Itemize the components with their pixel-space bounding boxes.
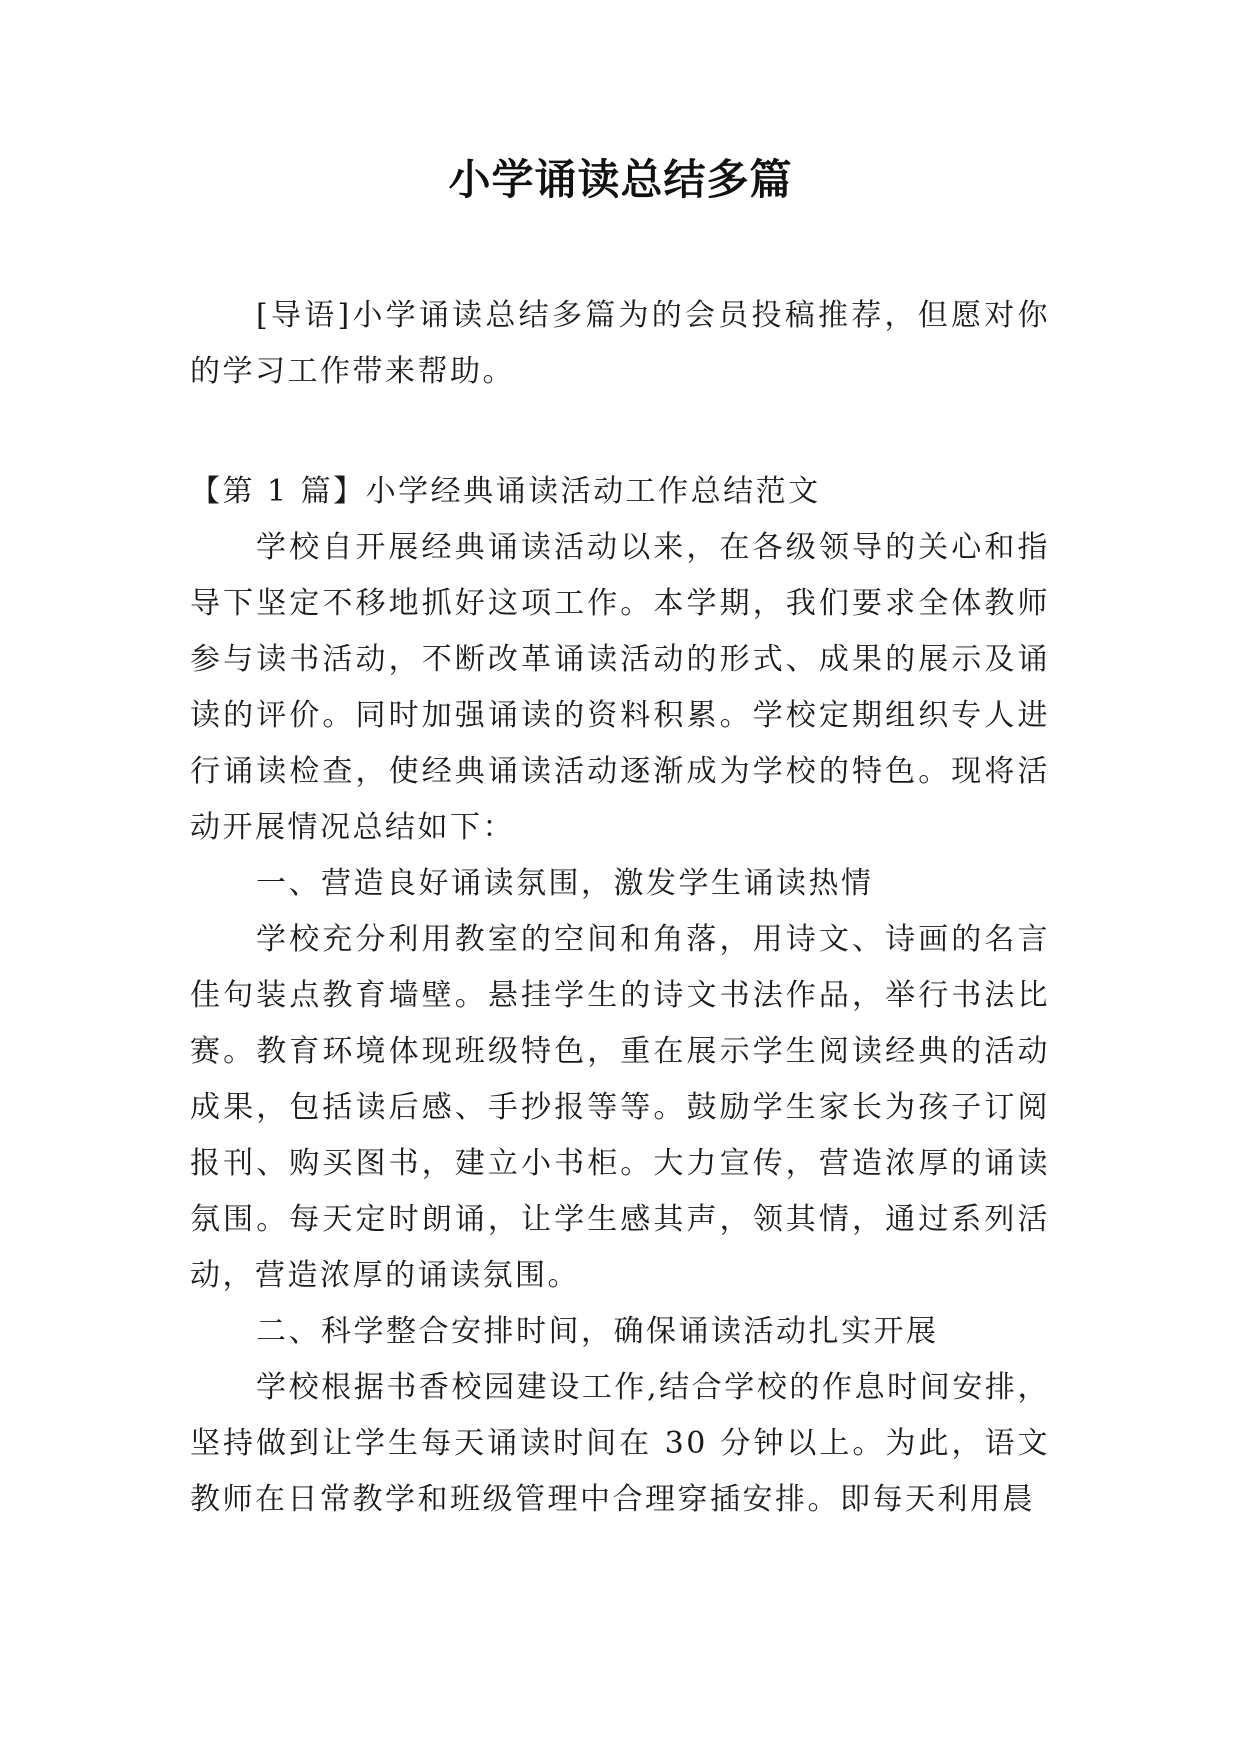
section-heading-1: 一、营造良好诵读氛围，激发学生诵读热情 bbox=[256, 866, 874, 901]
document-title: 小学诵读总结多篇 bbox=[448, 155, 793, 204]
paragraph-1: 学校自开展经典诵读活动以来，在各级领导的关心和指导下坚定不移地抓好这项工作。本学期，我们要求全体教师参与读书活动，不断改革诵读活动的形式、成果的展示及诵读的评价。同时加强诵读的资料积累。学校定期组织专人进行诵读检查，使经典诵读活动逐渐成为学校的特色。现将活动开展情况总结如下： bbox=[190, 530, 1050, 845]
intro-paragraph: [导语]小学诵读总结多篇为的会员投稿推荐，但愿对你的学习工作带来帮助。 bbox=[190, 298, 1050, 389]
paragraph-2: 学校充分利用教室的空间和角落，用诗文、诗画的名言佳句装点教育墙壁。悬挂学生的诗文书法作品，举行书法比赛。教育环境体现班级特色，重在展示学生阅读经典的活动成果，包括读后感、手抄报等等。鼓励学生家长为孩子订阅报刊、购买图书，建立小书柜。大力宣传，营造浓厚的诵读氛围。每天定时朗诵，让学生感其声，领其情，通过系列活动，营造浓厚的诵读氛围。 bbox=[190, 922, 1050, 1293]
paragraph-3: 学校根据书香校园建设工作,结合学校的作息时间安排，坚持做到让学生每天诵读时间在 30 分钟以上。为此，语文教师在日常教学和班级管理中合理穿插安排。即每天利用晨 bbox=[190, 1370, 1050, 1517]
article-block bbox=[190, 464, 1050, 1528]
intro-block bbox=[190, 288, 1050, 400]
article-heading: 【第 1 篇】小学经典诵读活动工作总结范文 bbox=[190, 474, 821, 509]
section-heading-2: 二、科学整合安排时间，确保诵读活动扎实开展 bbox=[256, 1314, 939, 1349]
